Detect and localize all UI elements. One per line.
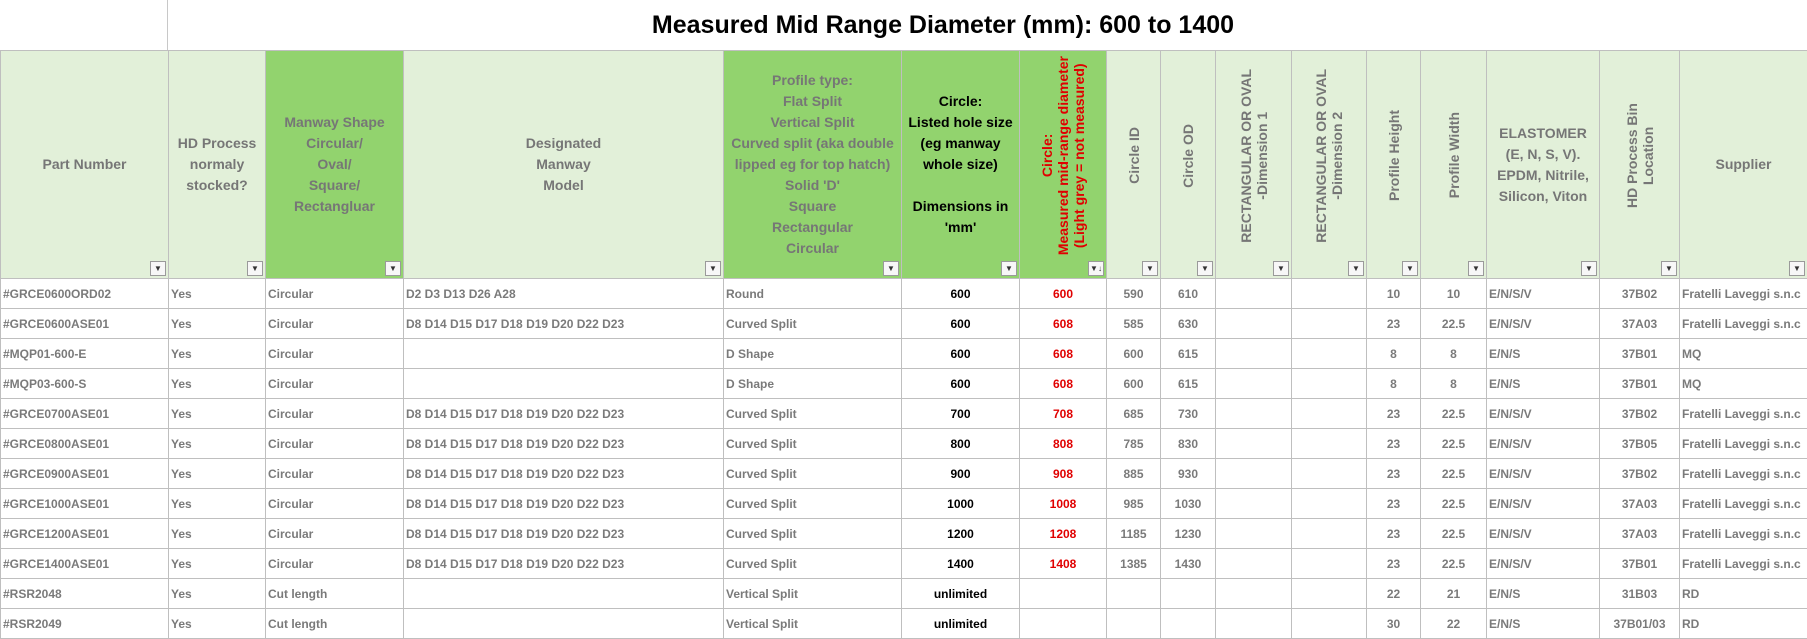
cell-bin-location[interactable]: 37B02: [1600, 279, 1680, 309]
header-label: Circle ID: [1125, 127, 1142, 184]
cell-bin-location[interactable]: 37B01: [1600, 549, 1680, 579]
cell-circle-id[interactable]: 590: [1107, 279, 1161, 309]
cell-manway-model[interactable]: [404, 579, 724, 609]
cell-part-number[interactable]: #RSR2049: [1, 609, 169, 639]
cell-circle-od[interactable]: 830: [1161, 429, 1216, 459]
cell-hd-stocked[interactable]: Yes: [169, 429, 266, 459]
cell-profile-height[interactable]: 23: [1367, 489, 1421, 519]
col-header-listed-hole-size[interactable]: [902, 51, 1020, 279]
cell-circle-id[interactable]: [1107, 609, 1161, 639]
col-header-manway-shape[interactable]: [266, 51, 404, 279]
cell-part-number[interactable]: #GRCE0600ORD02: [1, 279, 169, 309]
cell-supplier[interactable]: MQ: [1680, 369, 1807, 399]
cell-listed-hole-size[interactable]: 700: [902, 399, 1020, 429]
cell-measured-diameter[interactable]: 908: [1020, 459, 1107, 489]
cell-measured-diameter[interactable]: 808: [1020, 429, 1107, 459]
cell-rect-dim-2[interactable]: [1292, 609, 1367, 639]
cell-measured-diameter[interactable]: 608: [1020, 369, 1107, 399]
filter-dropdown-icon[interactable]: ▼: [1348, 261, 1364, 276]
cell-listed-hole-size[interactable]: 1000: [902, 489, 1020, 519]
cell-part-number[interactable]: #GRCE0900ASE01: [1, 459, 169, 489]
cell-elastomer[interactable]: E/N/S/V: [1487, 429, 1600, 459]
cell-measured-diameter[interactable]: 608: [1020, 339, 1107, 369]
filter-dropdown-icon[interactable]: ▼: [1197, 261, 1213, 276]
cell-supplier[interactable]: Fratelli Laveggi s.n.c: [1680, 519, 1807, 549]
table-row: [1, 309, 1807, 339]
table-row: [1, 339, 1807, 369]
col-header-profile-type[interactable]: [724, 51, 902, 279]
header-label: Supplier: [1715, 156, 1772, 172]
cell-rect-dim-2[interactable]: [1292, 309, 1367, 339]
cell-part-number[interactable]: #MQP01-600-E: [1, 339, 169, 369]
cell-manway-shape[interactable]: Circular: [266, 459, 404, 489]
cell-rect-dim-2[interactable]: [1292, 579, 1367, 609]
cell-listed-hole-size[interactable]: 600: [902, 369, 1020, 399]
header-row: [1, 51, 1807, 279]
cell-profile-height[interactable]: 23: [1367, 459, 1421, 489]
cell-listed-hole-size[interactable]: 1200: [902, 519, 1020, 549]
cell-profile-height[interactable]: 23: [1367, 549, 1421, 579]
cell-profile-type[interactable]: Vertical Split: [724, 609, 902, 639]
cell-profile-type[interactable]: Curved Split: [724, 399, 902, 429]
cell-circle-od[interactable]: 1230: [1161, 519, 1216, 549]
cell-circle-id[interactable]: 585: [1107, 309, 1161, 339]
cell-profile-height[interactable]: 8: [1367, 339, 1421, 369]
filter-dropdown-icon[interactable]: ▼: [1661, 261, 1677, 276]
cell-elastomer[interactable]: E/N/S/V: [1487, 519, 1600, 549]
table-row: [1, 489, 1807, 519]
cell-bin-location[interactable]: 37B02: [1600, 399, 1680, 429]
filter-dropdown-icon[interactable]: ▼: [1789, 261, 1805, 276]
filter-dropdown-icon[interactable]: ▼: [705, 261, 721, 276]
cell-supplier[interactable]: Fratelli Laveggi s.n.c: [1680, 429, 1807, 459]
cell-listed-hole-size[interactable]: 800: [902, 429, 1020, 459]
filter-dropdown-icon[interactable]: ▼: [1001, 261, 1017, 276]
cell-circle-od[interactable]: 615: [1161, 369, 1216, 399]
cell-bin-location[interactable]: 37A03: [1600, 489, 1680, 519]
filter-dropdown-icon[interactable]: ▼: [1402, 261, 1418, 276]
cell-bin-location[interactable]: 37B01: [1600, 339, 1680, 369]
header-label: RECTANGULAR OR OVAL -Dimension 2: [1313, 68, 1345, 243]
cell-profile-type[interactable]: Curved Split: [724, 489, 902, 519]
cell-hd-stocked[interactable]: Yes: [169, 489, 266, 519]
cell-rect-dim-1[interactable]: [1216, 579, 1292, 609]
cell-rect-dim-2[interactable]: [1292, 519, 1367, 549]
header-label: ELASTOMER (E, N, S, V). EPDM, Nitrile, Silicon, Viton: [1497, 124, 1589, 204]
header-label: Profile Width: [1445, 112, 1462, 199]
cell-rect-dim-1[interactable]: [1216, 459, 1292, 489]
cell-rect-dim-1[interactable]: [1216, 309, 1292, 339]
header-label: Profile type: Flat Split Vertical Split Curved split (aka double lipped eg for top hatch) Solid 'D' Square Rectangular Circular: [731, 72, 894, 256]
cell-profile-height[interactable]: 23: [1367, 309, 1421, 339]
cell-manway-model[interactable]: D8 D14 D15 D17 D18 D19 D20 D22 D23: [404, 489, 724, 519]
cell-manway-model[interactable]: D8 D14 D15 D17 D18 D19 D20 D22 D23: [404, 549, 724, 579]
header-label: Circle: Measured mid-range diameter (Light grey = not measured): [1039, 55, 1087, 256]
cell-elastomer[interactable]: E/N/S/V: [1487, 459, 1600, 489]
filter-dropdown-icon[interactable]: ▼: [1468, 261, 1484, 276]
col-header-circle-od[interactable]: [1161, 51, 1216, 279]
cell-bin-location[interactable]: 31B03: [1600, 579, 1680, 609]
table-row: [1, 369, 1807, 399]
cell-hd-stocked[interactable]: Yes: [169, 519, 266, 549]
sort-filter-dropdown-icon[interactable]: ▼↓: [1088, 261, 1104, 276]
cell-circle-od[interactable]: 1430: [1161, 549, 1216, 579]
cell-circle-od[interactable]: 630: [1161, 309, 1216, 339]
header-label: Designated Manway Model: [525, 135, 602, 193]
cell-profile-width[interactable]: 22.5: [1421, 429, 1487, 459]
cell-measured-diameter[interactable]: 608: [1020, 309, 1107, 339]
table-row: [1, 519, 1807, 549]
cell-manway-shape[interactable]: Circular: [266, 549, 404, 579]
cell-listed-hole-size[interactable]: 900: [902, 459, 1020, 489]
cell-rect-dim-2[interactable]: [1292, 429, 1367, 459]
cell-supplier[interactable]: Fratelli Laveggi s.n.c: [1680, 279, 1807, 309]
table-row: [1, 399, 1807, 429]
table-row: [1, 579, 1807, 609]
cell-manway-shape[interactable]: Circular: [266, 339, 404, 369]
parts-table: [0, 50, 1807, 639]
table-row: [1, 609, 1807, 639]
cell-listed-hole-size[interactable]: 1400: [902, 549, 1020, 579]
cell-rect-dim-2[interactable]: [1292, 399, 1367, 429]
cell-elastomer[interactable]: E/N/S: [1487, 579, 1600, 609]
col-header-rect-dim-1[interactable]: [1216, 51, 1292, 279]
title-row: [0, 0, 1807, 51]
cell-profile-type[interactable]: Round: [724, 279, 902, 309]
cell-hd-stocked[interactable]: Yes: [169, 369, 266, 399]
cell-bin-location[interactable]: 37B02: [1600, 459, 1680, 489]
cell-supplier[interactable]: MQ: [1680, 339, 1807, 369]
cell-profile-width[interactable]: 22.5: [1421, 519, 1487, 549]
cell-bin-location[interactable]: 37B01/03: [1600, 609, 1680, 639]
header-label: Profile Height: [1385, 109, 1402, 201]
filter-dropdown-icon[interactable]: ▼: [1273, 261, 1289, 276]
cell-measured-diameter[interactable]: 1208: [1020, 519, 1107, 549]
filter-dropdown-icon[interactable]: ▼: [1581, 261, 1597, 276]
cell-listed-hole-size[interactable]: unlimited: [902, 609, 1020, 639]
cell-part-number[interactable]: #GRCE0600ASE01: [1, 309, 169, 339]
cell-listed-hole-size[interactable]: 600: [902, 309, 1020, 339]
cell-circle-id[interactable]: 1385: [1107, 549, 1161, 579]
cell-rect-dim-2[interactable]: [1292, 549, 1367, 579]
cell-manway-model[interactable]: D8 D14 D15 D17 D18 D19 D20 D22 D23: [404, 309, 724, 339]
cell-bin-location[interactable]: 37B01: [1600, 369, 1680, 399]
col-header-manway-model[interactable]: [404, 51, 724, 279]
cell-circle-od[interactable]: [1161, 579, 1216, 609]
cell-rect-dim-1[interactable]: [1216, 339, 1292, 369]
cell-rect-dim-1[interactable]: [1216, 429, 1292, 459]
cell-measured-diameter[interactable]: [1020, 579, 1107, 609]
cell-profile-width[interactable]: 22.5: [1421, 309, 1487, 339]
cell-supplier[interactable]: Fratelli Laveggi s.n.c: [1680, 549, 1807, 579]
cell-hd-stocked[interactable]: Yes: [169, 579, 266, 609]
col-header-profile-width[interactable]: [1421, 51, 1487, 279]
cell-profile-width[interactable]: 22.5: [1421, 459, 1487, 489]
col-header-circle-id[interactable]: [1107, 51, 1161, 279]
cell-profile-type[interactable]: Curved Split: [724, 519, 902, 549]
filter-dropdown-icon[interactable]: ▼: [150, 261, 166, 276]
cell-supplier[interactable]: RD: [1680, 579, 1807, 609]
cell-rect-dim-1[interactable]: [1216, 489, 1292, 519]
cell-circle-id[interactable]: 885: [1107, 459, 1161, 489]
cell-profile-height[interactable]: 8: [1367, 369, 1421, 399]
cell-profile-width[interactable]: 22.5: [1421, 489, 1487, 519]
cell-rect-dim-2[interactable]: [1292, 279, 1367, 309]
cell-circle-id[interactable]: 600: [1107, 369, 1161, 399]
cell-rect-dim-2[interactable]: [1292, 459, 1367, 489]
cell-supplier[interactable]: RD: [1680, 609, 1807, 639]
col-header-elastomer[interactable]: [1487, 51, 1600, 279]
cell-circle-od[interactable]: 1030: [1161, 489, 1216, 519]
cell-hd-stocked[interactable]: Yes: [169, 279, 266, 309]
table-row: [1, 279, 1807, 309]
cell-part-number[interactable]: #GRCE1000ASE01: [1, 489, 169, 519]
cell-part-number[interactable]: #MQP03-600-S: [1, 369, 169, 399]
cell-circle-od[interactable]: [1161, 609, 1216, 639]
title-blank-cell[interactable]: [0, 0, 168, 50]
cell-profile-height[interactable]: 22: [1367, 579, 1421, 609]
col-header-bin-location[interactable]: [1600, 51, 1680, 279]
cell-supplier[interactable]: Fratelli Laveggi s.n.c: [1680, 399, 1807, 429]
cell-hd-stocked[interactable]: Yes: [169, 549, 266, 579]
cell-rect-dim-1[interactable]: [1216, 609, 1292, 639]
cell-rect-dim-1[interactable]: [1216, 399, 1292, 429]
cell-part-number[interactable]: #GRCE0800ASE01: [1, 429, 169, 459]
cell-profile-width[interactable]: 10: [1421, 279, 1487, 309]
header-label: Circle: Listed hole size (eg manway whole size) Dimensions in 'mm': [908, 93, 1013, 235]
cell-hd-stocked[interactable]: Yes: [169, 399, 266, 429]
cell-bin-location[interactable]: 37A03: [1600, 309, 1680, 339]
cell-profile-type[interactable]: Curved Split: [724, 549, 902, 579]
cell-circle-od[interactable]: 930: [1161, 459, 1216, 489]
cell-elastomer[interactable]: E/N/S/V: [1487, 549, 1600, 579]
cell-part-number[interactable]: #RSR2048: [1, 579, 169, 609]
cell-hd-stocked[interactable]: Yes: [169, 609, 266, 639]
filter-dropdown-icon[interactable]: ▼: [247, 261, 263, 276]
cell-circle-id[interactable]: 1185: [1107, 519, 1161, 549]
header-label: RECTANGULAR OR OVAL -Dimension 1: [1237, 68, 1270, 243]
table-body: [1, 279, 1807, 639]
cell-bin-location[interactable]: 37A03: [1600, 519, 1680, 549]
cell-circle-id[interactable]: 785: [1107, 429, 1161, 459]
cell-rect-dim-2[interactable]: [1292, 489, 1367, 519]
cell-profile-type[interactable]: Curved Split: [724, 459, 902, 489]
cell-circle-od[interactable]: 730: [1161, 399, 1216, 429]
cell-profile-type[interactable]: D Shape: [724, 339, 902, 369]
cell-measured-diameter[interactable]: [1020, 609, 1107, 639]
cell-manway-model[interactable]: D2 D3 D13 D26 A28: [404, 279, 724, 309]
cell-circle-id[interactable]: 685: [1107, 399, 1161, 429]
cell-elastomer[interactable]: E/N/S: [1487, 339, 1600, 369]
cell-elastomer[interactable]: E/N/S/V: [1487, 309, 1600, 339]
col-header-measured-diameter[interactable]: [1020, 51, 1107, 279]
header-label: Part Number: [42, 156, 127, 172]
cell-profile-height[interactable]: 30: [1367, 609, 1421, 639]
cell-rect-dim-1[interactable]: [1216, 549, 1292, 579]
cell-profile-type[interactable]: Curved Split: [724, 429, 902, 459]
cell-manway-shape[interactable]: Circular: [266, 369, 404, 399]
cell-profile-width[interactable]: 21: [1421, 579, 1487, 609]
cell-manway-model[interactable]: [404, 609, 724, 639]
cell-profile-width[interactable]: 8: [1421, 339, 1487, 369]
cell-circle-od[interactable]: 615: [1161, 339, 1216, 369]
cell-rect-dim-1[interactable]: [1216, 519, 1292, 549]
cell-hd-stocked[interactable]: Yes: [169, 339, 266, 369]
cell-bin-location[interactable]: 37B05: [1600, 429, 1680, 459]
table-row: [1, 429, 1807, 459]
cell-circle-id[interactable]: [1107, 579, 1161, 609]
cell-circle-od[interactable]: 610: [1161, 279, 1216, 309]
header-label: HD Process normaly stocked?: [177, 135, 257, 193]
cell-manway-model[interactable]: D8 D14 D15 D17 D18 D19 D20 D22 D23: [404, 459, 724, 489]
cell-profile-height[interactable]: 23: [1367, 399, 1421, 429]
cell-profile-height[interactable]: 10: [1367, 279, 1421, 309]
cell-measured-diameter[interactable]: 1408: [1020, 549, 1107, 579]
cell-profile-type[interactable]: D Shape: [724, 369, 902, 399]
cell-listed-hole-size[interactable]: 600: [902, 279, 1020, 309]
cell-supplier[interactable]: Fratelli Laveggi s.n.c: [1680, 489, 1807, 519]
filter-dropdown-icon[interactable]: ▼: [1142, 261, 1158, 276]
cell-measured-diameter[interactable]: 600: [1020, 279, 1107, 309]
cell-circle-id[interactable]: 600: [1107, 339, 1161, 369]
cell-profile-width[interactable]: 8: [1421, 369, 1487, 399]
cell-elastomer[interactable]: E/N/S/V: [1487, 489, 1600, 519]
cell-manway-shape[interactable]: Circular: [266, 489, 404, 519]
cell-manway-shape[interactable]: Circular: [266, 429, 404, 459]
sheet-title[interactable]: Measured Mid Range Diameter (mm): 600 to 1400: [651, 11, 1235, 39]
col-header-profile-height[interactable]: [1367, 51, 1421, 279]
cell-circle-id[interactable]: 985: [1107, 489, 1161, 519]
cell-manway-shape[interactable]: Circular: [266, 399, 404, 429]
cell-profile-height[interactable]: 23: [1367, 519, 1421, 549]
cell-hd-stocked[interactable]: Yes: [169, 459, 266, 489]
cell-rect-dim-1[interactable]: [1216, 279, 1292, 309]
cell-part-number[interactable]: #GRCE1200ASE01: [1, 519, 169, 549]
cell-manway-shape[interactable]: Circular: [266, 309, 404, 339]
cell-manway-shape[interactable]: Circular: [266, 279, 404, 309]
cell-profile-height[interactable]: 23: [1367, 429, 1421, 459]
cell-profile-width[interactable]: 22: [1421, 609, 1487, 639]
cell-profile-type[interactable]: Vertical Split: [724, 579, 902, 609]
col-header-part-number[interactable]: [1, 51, 169, 279]
cell-listed-hole-size[interactable]: unlimited: [902, 579, 1020, 609]
cell-manway-model[interactable]: D8 D14 D15 D17 D18 D19 D20 D22 D23: [404, 399, 724, 429]
cell-manway-shape[interactable]: Cut length: [266, 609, 404, 639]
cell-rect-dim-1[interactable]: [1216, 369, 1292, 399]
cell-profile-type[interactable]: Curved Split: [724, 309, 902, 339]
filter-dropdown-icon[interactable]: ▼: [385, 261, 401, 276]
filter-dropdown-icon[interactable]: ▼: [883, 261, 899, 276]
table-row: [1, 459, 1807, 489]
header-label: HD Process Bin Location: [1623, 102, 1656, 209]
cell-measured-diameter[interactable]: 1008: [1020, 489, 1107, 519]
cell-manway-model[interactable]: D8 D14 D15 D17 D18 D19 D20 D22 D23: [404, 429, 724, 459]
cell-listed-hole-size[interactable]: 600: [902, 339, 1020, 369]
col-header-rect-dim-2[interactable]: [1292, 51, 1367, 279]
cell-elastomer[interactable]: E/N/S: [1487, 369, 1600, 399]
cell-rect-dim-2[interactable]: [1292, 339, 1367, 369]
cell-measured-diameter[interactable]: 708: [1020, 399, 1107, 429]
cell-elastomer[interactable]: E/N/S: [1487, 609, 1600, 639]
cell-manway-shape[interactable]: Cut length: [266, 579, 404, 609]
cell-manway-model[interactable]: D8 D14 D15 D17 D18 D19 D20 D22 D23: [404, 519, 724, 549]
cell-elastomer[interactable]: E/N/S/V: [1487, 279, 1600, 309]
cell-elastomer[interactable]: E/N/S/V: [1487, 399, 1600, 429]
cell-manway-shape[interactable]: Circular: [266, 519, 404, 549]
cell-supplier[interactable]: Fratelli Laveggi s.n.c: [1680, 459, 1807, 489]
cell-supplier[interactable]: Fratelli Laveggi s.n.c: [1680, 309, 1807, 339]
col-header-hd-stocked[interactable]: [169, 51, 266, 279]
cell-part-number[interactable]: #GRCE1400ASE01: [1, 549, 169, 579]
header-label: Manway Shape Circular/ Oval/ Square/ Rectangluar: [284, 114, 385, 214]
cell-hd-stocked[interactable]: Yes: [169, 309, 266, 339]
cell-manway-model[interactable]: [404, 339, 724, 369]
table-row: [1, 549, 1807, 579]
cell-profile-width[interactable]: 22.5: [1421, 399, 1487, 429]
cell-manway-model[interactable]: [404, 369, 724, 399]
header-label: Circle OD: [1180, 123, 1196, 188]
cell-profile-width[interactable]: 22.5: [1421, 549, 1487, 579]
col-header-supplier[interactable]: [1680, 51, 1807, 279]
cell-rect-dim-2[interactable]: [1292, 369, 1367, 399]
cell-part-number[interactable]: #GRCE0700ASE01: [1, 399, 169, 429]
